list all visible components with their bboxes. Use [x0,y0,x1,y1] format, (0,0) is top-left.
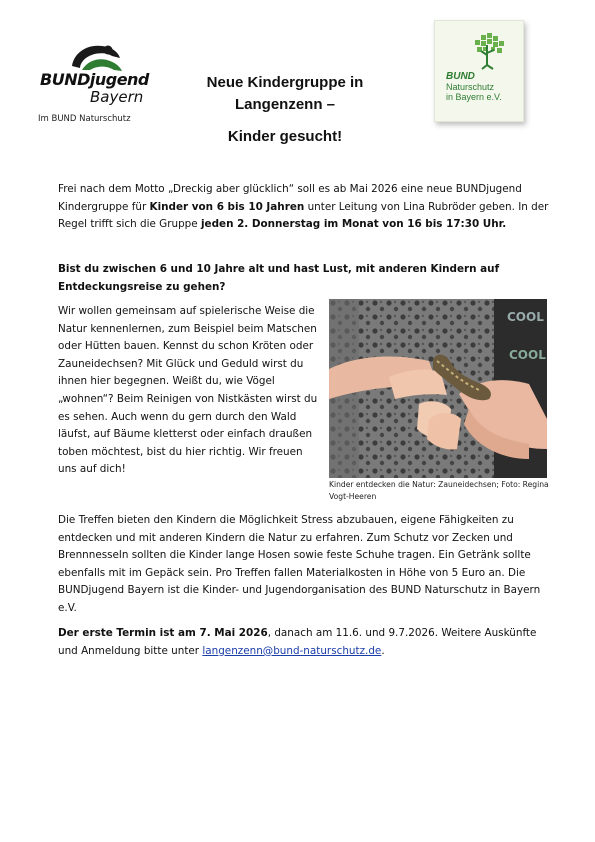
title-line-3: Kinder gesucht! [227,128,343,145]
logo-tagline: Im BUND Naturschutz [38,114,131,124]
intro-text-3: . [502,218,507,231]
bundjugend-hand-icon [68,40,128,74]
intro-paragraph [58,181,556,234]
page-title [170,72,400,148]
question-paragraph: Bist du zwischen 6 und 10 Jahre alt und hast Lust, mit anderen Kindern auf Entdeckungsreise zu gehen? [58,263,500,293]
first-date: Der erste Termin ist am 7. Mai 2026 [58,627,268,639]
intro-schedule: jeden 2. Donnerstag im Monat von 16 bis 17:30 Uhr [200,218,503,231]
lizard-photo-illustration [329,299,547,478]
svg-text:COOL: COOL [507,310,544,324]
svg-text:COOL: COOL [509,348,546,362]
tree-icon [463,31,513,71]
logo-naturschutz-text [446,71,522,102]
bundjugend-logo [38,40,148,130]
details-paragraph: Die Treffen bieten den Kindern die Möglichkeit Stress abzubauen, eigene Fähigkeiten zu entdecken und mit anderen Kindern die Natur zu erfahren. Zum Schutz vor Zecken und Brennnesseln sollten die Kinder lange Hosen sowie feste Schuhe tragen. Ein Getränk sollte ebenfalls mit im Gepäck sein. Pro Treffen fallen Materialkosten in Höhe von 5 Euro an. Die BUNDjugend Bayern ist die Kinder- und Jugendorganisation des BUND Naturschutz in Bayern e.V. [58,514,541,614]
logo-bund-word: BUND [446,71,475,82]
logo-bayern-word: in Bayern e.V. [446,92,502,102]
intro-text-2: unter Leitung von Lina Rubröder geben. In der Regel trifft sich die Gruppe [58,200,549,231]
invitation-paragraph: Wir wollen gemeinsam auf spielerische Weise die Natur kennenlernen, zum Beispiel beim Matschen oder Hütten bauen. Kennst du schon Kröten oder Zauneidechsen? Mit Glück und Geduld wirst du ihnen hier begegnen. Weißt du, wie Vögel „wohnen“? Beim Reinigen von Nistkästen wirst du es sehen. Auch wenn du gern durch den Wald läufst, auf Bäume kletterst oder einfach draußen toben möchtest, bist du hier richtig. Wir freuen uns auf dich! [58,305,318,476]
dates-text-1: , danach am 11.6. und 9.7.2026. Weitere Auskünfte und Anmeldung bitte unter [58,627,537,657]
title-line-2: Langenzenn – [234,96,335,113]
email-link[interactable]: langenzenn@bund-naturschutz.de [202,644,382,657]
dates-text-2: . [381,644,385,657]
logo-naturschutz-word: Naturschutz [446,82,495,92]
bund-naturschutz-logo [434,20,524,122]
photo-caption: Kinder entdecken die Natur: Zauneidechsen; Foto: Regina Vogt-Heeren [329,480,549,501]
logo-bundjugend-text: BUNDjugend [40,70,149,89]
logo-bayern-text: Bayern [90,88,144,106]
dates-paragraph [58,625,556,660]
photo-kids-lizard [329,299,547,478]
title-line-1: Neue Kindergruppe in [206,74,364,91]
intro-text-1: Frei nach dem Motto „Dreckig aber glücklich“ soll es ab Mai 2026 eine neue BUNDjugend Kindergruppe für [58,183,522,213]
intro-age-range: Kinder von 6 bis 10 Jahren [149,200,305,213]
